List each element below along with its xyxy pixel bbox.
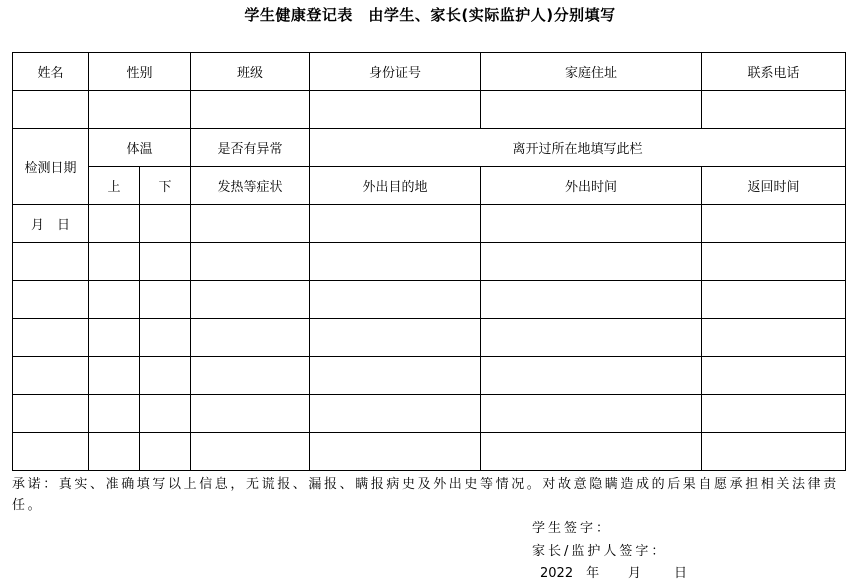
table-row bbox=[13, 395, 846, 433]
departure-time-cell[interactable] bbox=[481, 357, 702, 395]
temperature-pm-cell[interactable] bbox=[140, 243, 191, 281]
table-row bbox=[13, 205, 846, 243]
departure-time-cell[interactable] bbox=[481, 281, 702, 319]
destination-cell[interactable] bbox=[310, 281, 481, 319]
temperature-pm-cell[interactable] bbox=[140, 205, 191, 243]
pledge-statement: 承诺：真实、准确填写以上信息，无谎报、漏报、瞒报病史及外出史等情况。对故意隐瞒造成的后果自愿承担相关法律责任。 bbox=[12, 477, 839, 513]
check-date-cell[interactable] bbox=[13, 281, 89, 319]
temperature-pm-cell[interactable] bbox=[140, 357, 191, 395]
return-time-cell[interactable] bbox=[702, 395, 846, 433]
temperature-pm-cell[interactable] bbox=[140, 433, 191, 471]
return-time-cell[interactable] bbox=[702, 243, 846, 281]
departure-time-cell[interactable] bbox=[481, 205, 702, 243]
symptom-cell[interactable] bbox=[191, 243, 310, 281]
return-time-cell[interactable] bbox=[702, 281, 846, 319]
symptom-cell[interactable] bbox=[191, 319, 310, 357]
student-info-header-row bbox=[13, 53, 846, 91]
symptom-header-line1: 是否有异常 bbox=[191, 129, 310, 167]
check-date-header: 检测日期 bbox=[13, 129, 89, 205]
check-date-cell[interactable]: 月 日 bbox=[13, 205, 89, 243]
health-registration-table bbox=[12, 52, 846, 471]
address-field[interactable] bbox=[481, 91, 702, 129]
student-info-input-row bbox=[13, 91, 846, 129]
symptom-cell[interactable] bbox=[191, 205, 310, 243]
destination-cell[interactable] bbox=[310, 319, 481, 357]
parent-signature-label: 家长/监护人签字： bbox=[532, 544, 668, 559]
temperature-pm-cell[interactable] bbox=[140, 281, 191, 319]
departure-time-cell[interactable] bbox=[481, 433, 702, 471]
temperature-am-cell[interactable] bbox=[89, 395, 140, 433]
temperature-am-header: 上 bbox=[89, 167, 140, 205]
check-date-cell[interactable] bbox=[13, 243, 89, 281]
destination-header: 外出目的地 bbox=[310, 167, 481, 205]
travel-section-header: 离开过所在地填写此栏 bbox=[310, 129, 846, 167]
form-title: 学生健康登记表 由学生、家长(实际监护人)分别填写 bbox=[244, 6, 616, 24]
temperature-am-cell[interactable] bbox=[89, 319, 140, 357]
destination-cell[interactable] bbox=[310, 357, 481, 395]
name-field[interactable] bbox=[13, 91, 89, 129]
date-day: 日 bbox=[674, 566, 688, 581]
table-row bbox=[13, 433, 846, 471]
destination-cell[interactable] bbox=[310, 205, 481, 243]
phone-header: 联系电话 bbox=[702, 53, 846, 91]
temperature-am-cell[interactable] bbox=[89, 205, 140, 243]
temperature-am-cell[interactable] bbox=[89, 357, 140, 395]
check-date-cell[interactable] bbox=[13, 433, 89, 471]
date-year: 2022 年 bbox=[540, 566, 600, 581]
departure-time-cell[interactable] bbox=[481, 319, 702, 357]
symptom-header-line2: 发热等症状 bbox=[191, 167, 310, 205]
table-row bbox=[13, 319, 846, 357]
name-header: 姓名 bbox=[13, 53, 89, 91]
id-number-field[interactable] bbox=[310, 91, 481, 129]
student-signature-label: 学生签字： bbox=[532, 521, 613, 536]
check-header-row-1 bbox=[13, 129, 846, 167]
symptom-cell[interactable] bbox=[191, 433, 310, 471]
destination-cell[interactable] bbox=[310, 395, 481, 433]
temperature-am-cell[interactable] bbox=[89, 433, 140, 471]
class-header: 班级 bbox=[191, 53, 310, 91]
return-time-cell[interactable] bbox=[702, 357, 846, 395]
return-time-cell[interactable] bbox=[702, 319, 846, 357]
temperature-pm-cell[interactable] bbox=[140, 395, 191, 433]
symptom-cell[interactable] bbox=[191, 357, 310, 395]
destination-cell[interactable] bbox=[310, 433, 481, 471]
gender-field[interactable] bbox=[89, 91, 191, 129]
departure-time-cell[interactable] bbox=[481, 395, 702, 433]
check-date-cell[interactable] bbox=[13, 319, 89, 357]
id-number-header: 身份证号 bbox=[310, 53, 481, 91]
temperature-am-cell[interactable] bbox=[89, 243, 140, 281]
date-month: 月 bbox=[628, 566, 642, 581]
symptom-cell[interactable] bbox=[191, 395, 310, 433]
table-row bbox=[13, 357, 846, 395]
temperature-pm-cell[interactable] bbox=[140, 319, 191, 357]
destination-cell[interactable] bbox=[310, 243, 481, 281]
temperature-am-cell[interactable] bbox=[89, 281, 140, 319]
return-time-cell[interactable] bbox=[702, 205, 846, 243]
gender-header: 性别 bbox=[89, 53, 191, 91]
symptom-cell[interactable] bbox=[191, 281, 310, 319]
temperature-header: 体温 bbox=[89, 129, 191, 167]
departure-time-cell[interactable] bbox=[481, 243, 702, 281]
table-row bbox=[13, 243, 846, 281]
address-header: 家庭住址 bbox=[481, 53, 702, 91]
check-date-cell[interactable] bbox=[13, 395, 89, 433]
phone-field[interactable] bbox=[702, 91, 846, 129]
return-time-header: 返回时间 bbox=[702, 167, 846, 205]
departure-time-header: 外出时间 bbox=[481, 167, 702, 205]
temperature-pm-header: 下 bbox=[140, 167, 191, 205]
class-field[interactable] bbox=[191, 91, 310, 129]
check-date-cell[interactable] bbox=[13, 357, 89, 395]
return-time-cell[interactable] bbox=[702, 433, 846, 471]
check-header-row-2 bbox=[13, 167, 846, 205]
table-row bbox=[13, 281, 846, 319]
